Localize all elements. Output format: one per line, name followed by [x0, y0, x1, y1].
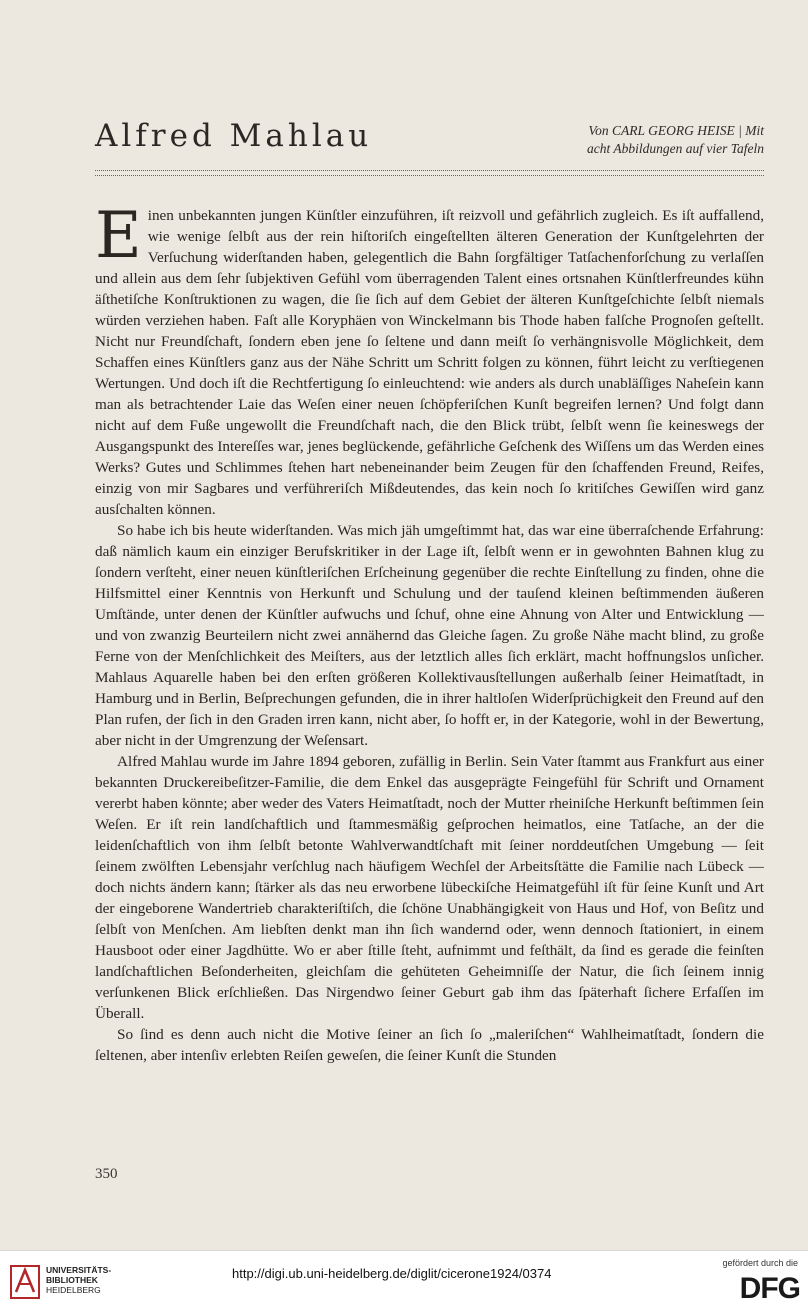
paragraph-2: So habe ich bis heute widerſtanden. Was mich jäh umgeſtimmt hat, das war eine überraſchende Erfahrung: daß nämlich kaum ein einziger Berufskritiker in der Lage iſt, ſelbſt wenn er in gewohnten Bahnen klug zu ſondern verſteht, einer neuen künſtleriſchen Erſcheinung gegenüber die rechte Einſtellung zu finden, ohne die Hilfsmittel einer Kenntnis von Herkunft und Schulung und der tauſend kleinen beſtimmenden äußeren Umſtände, unter denen der Künſtler aufwuchs und ſchuf, ohne eine Ahnung von Alter und Entwicklung — und von zwanzig Beurteilern nicht zwei annähernd das Gleiche ſagen. Zu große Nähe macht blind, zu große Ferne von der Menſchlichkeit des Meiſters, aus der letztlich alles ſich erklärt, macht hoffnungslos unſicher. Mahlaus Aquarelle haben bei den erſten größeren Kollektivausſtellungen außerhalb ſeiner Heimatſtadt, in Hamburg und in Berlin, Beſprechungen gefunden, die in ihrer haltloſen Widerſprüchigkeit den Freund auf den Plan rufen, der ſich in den Graden irren kann, nicht aber, ſo hofft er, in der Kategorie, wohl in der Bewertung, aber nicht in der Umgrenzung der Weſensart. — [95, 522, 764, 749]
paragraph-1-text: inen unbekannten jungen Künſtler einzuführen, iſt reizvoll und gefährlich zugleich. Es iſt auffallend, wie wenige ſelbſt aus der rein hiſtoriſch eingeſtellten älteren Generation der Kunſtgelehrten der Verſuchung widerſtanden haben, gelegentlich die Bahn ſorgfältiger Tatſachenforſchung zu verlaſſen und allein aus dem ſehr ſubjektiven Gefühl vom überragenden Talent eines ortsnahen Künſtlerfreundes kühn äſthetiſche Konſtruktionen zu wagen, die ſie ſich auf dem Gebiet der älteren Kunſtgeſchichte ſelbſt niemals würden verziehen haben. Faſt alle Koryphäen von Winckelmann bis Thode haben falſche Prognoſen geſtellt. Nicht nur Freundſchaft, ſondern eben jene ſo ſeltene und dann meiſt ſo verhängnisvolle Möglichkeit, dem Schaffen eines Künſtlers ganz aus der Nähe Schritt um Schritt folgen zu können, führt leicht zu verſtiegenen Wertungen. Und doch iſt die Rechtfertigung ſo einleuchtend: wie anders als durch unabläſſiges Naheſein kann man als betrachtender Laie das Weſen einer neuen ſchöpferiſchen Kunſt begreifen lernen? Und folgt dann nicht auf dem Fuße ungewollt die Freundſchaft nach, die den Blick trübt, ſelbſt wenn ſie keineswegs der Ausgangspunkt des Intereſſes war, jenes beglückende, gefährliche Geſchenk des Wiſſens um das Werden eines Werks? Gutes und Schlimmes ſtehen hart nebeneinander beim Zeugen für den ſchaffenden Freund, Reifes, einzig von mir Sagbares und verführeriſch Mißdeutendes, das kein noch ſo kritiſches Gewiſſen wird ganz ausſchalten können. — [95, 207, 764, 518]
drop-cap: E — [95, 199, 142, 273]
title-divider — [95, 170, 764, 176]
byline-line-1: Von CARL GEORG HEISE | Mit — [588, 123, 764, 138]
article-title: Alfred Mahlau — [95, 118, 373, 154]
article-body — [95, 199, 764, 1066]
university-line-2: BIBLIOTHEK — [46, 1275, 98, 1285]
university-line-3: HEIDELBERG — [46, 1285, 101, 1295]
funding-text: gefördert durch die — [722, 1258, 798, 1268]
viewer-footer — [0, 1250, 808, 1312]
university-line-1: UNIVERSITÄTS- — [46, 1265, 112, 1275]
university-name[interactable] — [46, 1265, 111, 1295]
permalink-url[interactable]: http://digi.ub.uni-heidelberg.de/diglit/cicerone1924/0374 — [232, 1266, 552, 1281]
byline-line-2: acht Abbildungen auf vier Tafeln — [587, 141, 764, 156]
paragraph-3: Alfred Mahlau wurde im Jahre 1894 geboren, zufällig in Berlin. Sein Vater ſtammt aus Frankfurt aus einer bekannten Druckereibeſitzer-Familie, die dem Enkel das ausgeprägte Feingefühl für Schrift und Ornament vererbt haben könnte; aber weder des Vaters Heimatſtadt, noch der Mutter rheiniſche Herkunft beſtimmen ſein Weſen. Er iſt rein landſchaftlich und ſtammesmäßig geſprochen heimatlos, eine Tatſache, an der die leidenſchaftlich von ihm ſelbſt betonte Wahlverwandtſchaft mit ſeiner norddeutſchen Umgebung — ſeit ſeinem zwölften Lebensjahr verſchlug nach häufigem Wechſel der Arbeitsſtätte die Familie nach Lübeck — doch nichts ändern kann; ſtärker als das neu erworbene lübeckiſche Heimatgefühl iſt für ſeine Kunſt und Art der eingeborene Wandertrieb charakteriſtiſch, die ſchöne Unabhängigkeit von Haus und Hof, von Beſitz und ſelbſt von Menſchen. Am liebſten denkt man ihn ſich wandernd oder, wenn dennoch ſtationiert, in einem Hausboot oder einer Jagdhütte. Wo er aber ſtille ſteht, aufnimmt und feſthält, da ſind es gerade die feinſten landſchaftlichen Beſonderheiten, gleichſam die gehüteten Geheimniſſe der Natur, die ſich ſeinem innig verſunkenen Blick erſchließen. Das Nirgendwo ſeiner Geburt gab ihm das ſpäterhaft ſichere Erfaſſen im Überall. — [95, 753, 764, 1022]
dfg-logo[interactable]: DFG — [739, 1272, 800, 1305]
paragraph-1 — [95, 199, 764, 520]
article-byline — [484, 122, 764, 158]
university-seal-icon[interactable] — [8, 1262, 42, 1302]
page-number: 350 — [95, 1166, 118, 1182]
paragraph-4: So ſind es denn auch nicht die Motive ſeiner an ſich ſo „maleriſchen“ Wahlheimatſtadt, ſondern die ſeltenen, aber intenſiv erlebten Reiſen geweſen, die ſeiner Kunſt die Stunden — [95, 1026, 764, 1064]
